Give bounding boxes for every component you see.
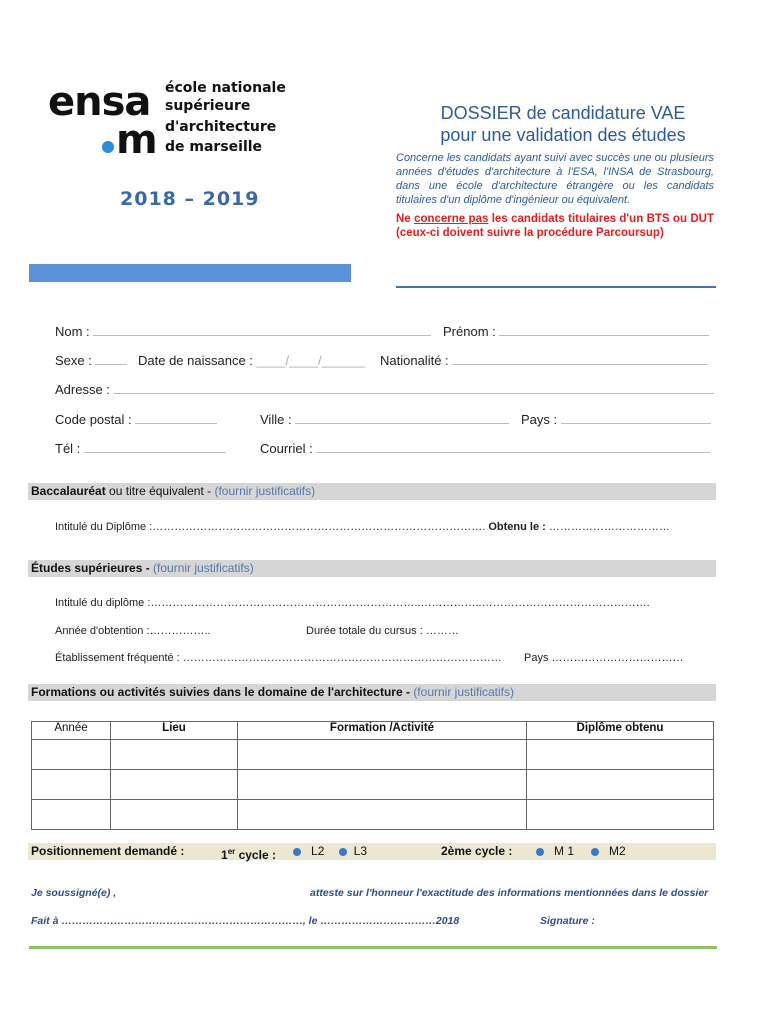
option-m2[interactable] [591,843,626,860]
table-cell[interactable] [32,800,111,830]
positionnement-bar [28,843,716,860]
adresse-line[interactable] [114,383,714,394]
bac-title: Baccalauréat [31,484,106,498]
formations-section-header [28,684,716,701]
bac-diploma-row[interactable] [55,521,670,533]
courriel-line[interactable] [316,442,710,453]
signature-label[interactable]: Signature : [540,915,595,927]
table-cell[interactable] [527,800,714,830]
prenom-field[interactable] [443,324,709,339]
cycle1-sup: er [227,847,236,856]
cycle1-number: 1 [221,848,228,862]
table-cell[interactable] [527,740,714,770]
prenom-label: Prénom : [443,324,496,339]
col-formation: Formation /Activité [238,722,527,740]
option-m1[interactable] [536,843,574,860]
bac-intitule[interactable]: Intitulé du Diplôme :………………………………………………………………………………. [55,521,486,533]
table-cell[interactable] [238,770,527,800]
birthdate-label: Date de naissance : [138,353,253,368]
tel-label: Tél : [55,441,81,456]
positionnement-label: Positionnement demandé : [31,844,185,858]
exclusion-notice [396,212,714,240]
code-postal-line[interactable] [135,413,217,424]
logo-line-2: supérieure [165,98,251,114]
pays-label: Pays : [521,412,558,427]
etudes-section-header [28,560,716,577]
cycle1-label [221,843,276,864]
birthdate-blanks[interactable]: ____/____/______ [256,353,365,368]
birthdate-field[interactable] [138,353,365,368]
pays-field[interactable] [521,412,711,427]
sexe-line[interactable] [95,354,127,365]
table-row[interactable] [32,800,714,830]
option-m1-label: M 1 [554,844,575,858]
sexe-label: Sexe : [55,353,92,368]
fait-a-text[interactable]: Fait à ……………………………………………………………, le ……………………………2018 [31,915,460,927]
exclusion-underlined: concerne pas [414,213,489,225]
option-l2[interactable] [293,843,324,860]
etudes-annee-row[interactable]: Année d'obtention :…………….. [55,625,211,637]
exclusion-text-2: les candidats titulaires d'un BTS ou DUT (ceux-ci doivent suivre la procédure Parcoursup) [396,213,714,239]
radio-bullet-icon[interactable] [591,848,599,856]
soussigne-text: Je soussigné(e) , [31,887,117,899]
radio-bullet-icon[interactable] [293,848,301,856]
option-l3[interactable] [339,843,367,860]
code-postal-field[interactable] [55,412,217,427]
school-logo [48,78,298,163]
footer-green-line [29,946,717,949]
formations-note: (fournir justificatifs) [413,685,514,699]
cycle2-label: 2ème cycle : [441,844,513,858]
etudes-duree-row[interactable]: Durée totale du cursus : ……… [306,625,459,637]
tel-field[interactable] [55,441,226,456]
logo-line-4: de marseille [165,139,263,155]
etudes-note: (fournir justificatifs) [153,561,254,575]
nom-label: Nom : [55,324,90,339]
etudes-pays-row[interactable]: Pays ……………………………… [524,652,684,664]
bac-obtenu-label: Obtenu le : [485,521,546,533]
bac-section-header [28,483,716,500]
logo-line-1: école nationale [165,80,286,96]
option-m2-label: M2 [609,844,626,858]
bac-title-rest: ou titre équivalent - [105,484,215,498]
academic-year: 2018 – 2019 [120,188,260,210]
table-cell[interactable] [527,770,714,800]
page-title-line-2: pour une validation des études [440,125,686,145]
table-header-row [32,722,714,740]
table-cell[interactable] [238,800,527,830]
nationalite-field[interactable] [380,353,707,368]
logo-dot-icon [102,141,114,153]
prenom-line[interactable] [499,325,709,336]
ville-field[interactable] [260,412,509,427]
adresse-label: Adresse : [55,382,110,397]
pays-line[interactable] [561,413,711,424]
col-diplome: Diplôme obtenu [527,722,714,740]
bac-obtenu-dots[interactable]: …………………………… [545,521,670,533]
col-lieu: Lieu [111,722,238,740]
radio-bullet-icon[interactable] [339,848,347,856]
blue-header-bar [29,264,351,282]
bac-note: (fournir justificatifs) [214,484,316,498]
adresse-field[interactable] [55,382,714,397]
title-underline [396,286,716,288]
option-l3-label: L3 [353,844,368,858]
sexe-field[interactable] [55,353,127,368]
nationalite-label: Nationalité : [380,353,449,368]
table-cell[interactable] [111,740,238,770]
code-postal-label: Code postal : [55,412,132,427]
etudes-etablissement-row[interactable]: Établissement fréquenté : …………………………………………………………………………… [55,652,502,664]
exclusion-text-1: Ne [396,213,415,225]
formations-table [31,721,714,830]
table-cell[interactable] [111,770,238,800]
logo-line-3: d'architecture [165,119,277,135]
courriel-label: Courriel : [260,441,313,456]
formations-title: Formations ou activités suivies dans le domaine de l'architecture - [31,685,414,699]
atteste-text: atteste sur l'honneur l'exactitude des informations mentionnées dans le dossier [310,887,709,899]
ville-label: Ville : [260,412,292,427]
nationalite-line[interactable] [452,354,707,365]
nom-line[interactable] [93,325,431,336]
nom-field[interactable] [55,324,431,339]
logo-ensa-text: ensa [48,79,151,125]
logo-m-text: m [116,117,158,163]
table-cell[interactable] [238,740,527,770]
table-row[interactable] [32,740,714,770]
tel-line[interactable] [84,442,226,453]
page-title-line-1: DOSSIER de candidature VAE [440,103,686,123]
table-cell[interactable] [111,800,238,830]
col-annee: Année [32,722,111,740]
table-cell[interactable] [32,770,111,800]
table-row[interactable] [32,770,714,800]
option-l2-label: L2 [311,844,325,858]
radio-bullet-icon[interactable] [536,848,544,856]
etudes-title: Études supérieures - [31,561,154,575]
etudes-diploma-row[interactable]: Intitulé du diplôme :………………………………………………………………..……………..………………………………………. [55,597,650,609]
table-cell[interactable] [32,740,111,770]
eligibility-description: Concerne les candidats ayant suivi avec succès une ou plusieurs années d'études d'architecture à l'ESA, l'INSA de Strasbourg, dans une école d'architecture étrangère ou les candidats titulaires d'un diplôme d'ingénieur ou équivalent. [396,152,714,206]
ville-line[interactable] [295,413,509,424]
cycle1-text: cycle : [235,848,276,862]
courriel-field[interactable] [260,441,710,456]
